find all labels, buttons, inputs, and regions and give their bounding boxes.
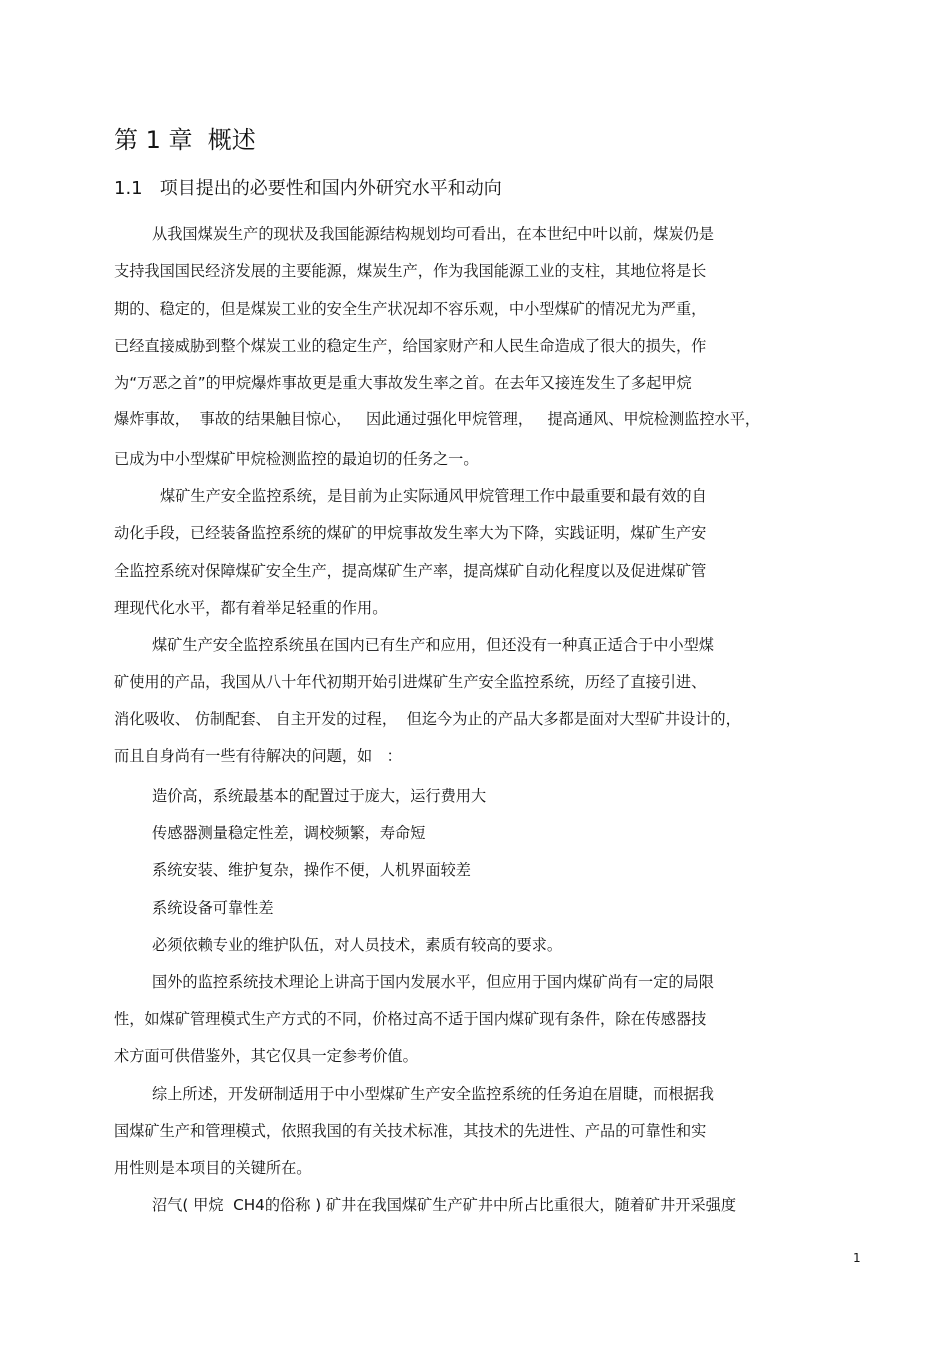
body-line: 期的、稳定的，但是煤炭工业的安全生产状况却不容乐观，中小型煤矿的情况尤为严重，: [114, 300, 707, 318]
body-line: 理现代化水平，都有着举足轻重的作用。: [114, 599, 388, 617]
body-line: 性，如煤矿管理模式生产方式的不同，价格过高不适于国内煤矿现有条件，除在传感器技: [114, 1010, 707, 1028]
body-line: 用性则是本项目的关键所在。: [114, 1159, 312, 1177]
body-line: 而且自身尚有一些有待解决的问题，如 ：: [114, 747, 402, 765]
body-line: 消化吸收、 仿制配套、 自主开发的过程， 但迄今为止的产品大多都是面对大型矿井设计的，: [114, 710, 741, 728]
body-line: 动化手段，已经装备监控系统的煤矿的甲烷事故发生率大为下降，实践证明，煤矿生产安: [114, 524, 707, 542]
body-line: 沼气( 甲烷 CH4的俗称 ) 矿井在我国煤矿生产矿井中所占比重很大，随着矿井开采强度: [152, 1196, 737, 1214]
list-item: 系统安装、维护复杂，操作不便，人机界面较差: [152, 861, 471, 879]
body-line: 已成为中小型煤矿甲烷检测监控的最迫切的任务之一。: [114, 450, 479, 468]
section-title: 1.1 项目提出的必要性和国内外研究水平和动向: [114, 178, 502, 199]
body-line: 国煤矿生产和管理模式，依照我国的有关技术标准，其技术的先进性、产品的可靠性和实: [114, 1122, 707, 1140]
body-line: 支持我国国民经济发展的主要能源，煤炭生产，作为我国能源工业的支柱，其地位将是长: [114, 262, 707, 280]
body-line: 综上所述，开发研制适用于中小型煤矿生产安全监控系统的任务迫在眉睫，而根据我: [152, 1085, 714, 1103]
body-line: 术方面可供借鉴外，其它仅具一定参考价值。: [114, 1047, 418, 1065]
body-line: 已经直接威胁到整个煤炭工业的稳定生产，给国家财产和人民生命造成了很大的损失，作: [114, 337, 707, 355]
body-line: 从我国煤炭生产的现状及我国能源结构规划均可看出，在本世纪中叶以前，煤炭仍是: [152, 225, 714, 243]
body-line: 矿使用的产品，我国从八十年代初期开始引进煤矿生产安全监控系统，历经了直接引进、: [114, 673, 707, 691]
list-item: 传感器测量稳定性差，调校频繁，寿命短: [152, 824, 426, 842]
chapter-title: 第 1 章 概述: [114, 126, 256, 154]
list-item: 造价高，系统最基本的配置过于庞大，运行费用大: [152, 787, 487, 805]
page-number: 1: [853, 1251, 861, 1265]
body-line: 全监控系统对保障煤矿安全生产，提高煤矿生产率，提高煤矿自动化程度以及促进煤矿管: [114, 562, 707, 580]
body-line: 爆炸事故， 事故的结果触目惊心， 因此通过强化甲烷管理， 提高通风、甲烷检测监控水平，: [114, 410, 761, 428]
body-line: 国外的监控系统技术理论上讲高于国内发展水平，但应用于国内煤矿尚有一定的局限: [152, 973, 714, 991]
list-item: 系统设备可靠性差: [152, 899, 274, 917]
body-line: 煤矿生产安全监控系统，是目前为止实际通风甲烷管理工作中最重要和最有效的自: [160, 487, 707, 505]
body-line: 为“万恶之首”的甲烷爆炸事故更是重大事故发生率之首。在去年又接连发生了多起甲烷: [114, 374, 692, 392]
body-line: 煤矿生产安全监控系统虽在国内已有生产和应用，但还没有一种真正适合于中小型煤: [152, 636, 714, 654]
list-item: 必须依赖专业的维护队伍，对人员技术，素质有较高的要求。: [152, 936, 563, 954]
